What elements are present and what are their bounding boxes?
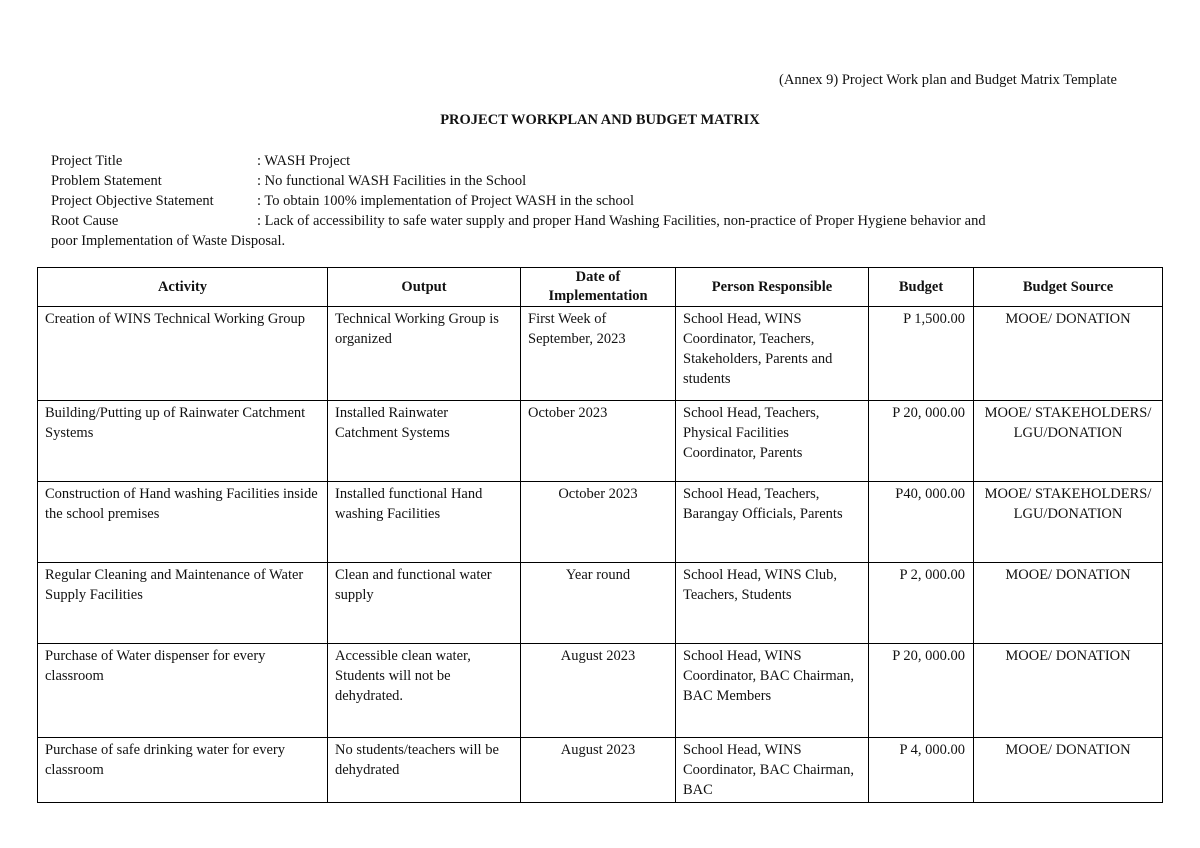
meta-root-cause bbox=[51, 211, 1131, 231]
table-row bbox=[38, 401, 1163, 482]
header-activity: Activity bbox=[38, 268, 328, 307]
cell-budget: P 2, 000.00 bbox=[869, 563, 974, 644]
meta-objective-statement bbox=[51, 191, 1131, 211]
meta-label: Project Objective Statement bbox=[51, 193, 214, 209]
cell-person: School Head, Teachers, Physical Facilities Coordinator, Parents bbox=[676, 401, 869, 482]
project-meta bbox=[51, 151, 1131, 251]
cell-date: October 2023 bbox=[521, 401, 676, 482]
cell-output: Installed functional Hand washing Facilities bbox=[328, 482, 521, 563]
cell-budget: P 20, 000.00 bbox=[869, 644, 974, 738]
cell-output: Clean and functional water supply bbox=[328, 563, 521, 644]
meta-label: Project Title bbox=[51, 153, 123, 169]
header-source: Budget Source bbox=[974, 268, 1163, 307]
cell-source: MOOE/ DONATION bbox=[974, 738, 1163, 803]
cell-budget: P 4, 000.00 bbox=[869, 738, 974, 803]
cell-source: MOOE/ DONATION bbox=[974, 644, 1163, 738]
header-date: Date of Implementation bbox=[521, 268, 676, 307]
annex-note: (Annex 9) Project Work plan and Budget Matrix Template bbox=[779, 72, 1117, 88]
cell-date: First Week of September, 2023 bbox=[521, 307, 676, 401]
cell-activity: Building/Putting up of Rainwater Catchment Systems bbox=[38, 401, 328, 482]
document-title: PROJECT WORKPLAN AND BUDGET MATRIX bbox=[440, 112, 760, 128]
meta-value: : WASH Project bbox=[257, 153, 351, 169]
cell-source: MOOE/ DONATION bbox=[974, 563, 1163, 644]
meta-problem-statement bbox=[51, 171, 1131, 191]
table-row bbox=[38, 482, 1163, 563]
meta-value: : To obtain 100% implementation of Project WASH in the school bbox=[257, 193, 635, 209]
header-person: Person Responsible bbox=[676, 268, 869, 307]
cell-output: Installed Rainwater Catchment Systems bbox=[328, 401, 521, 482]
cell-date: August 2023 bbox=[521, 738, 676, 803]
cell-source: MOOE/ STAKEHOLDERS/ LGU/DONATION bbox=[974, 482, 1163, 563]
meta-root-cause-continued: poor Implementation of Waste Disposal. bbox=[51, 233, 286, 249]
meta-label: Root Cause bbox=[51, 213, 119, 229]
cell-output: Technical Working Group is organized bbox=[328, 307, 521, 401]
cell-person: School Head, WINS Club, Teachers, Students bbox=[676, 563, 869, 644]
cell-budget: P40, 000.00 bbox=[869, 482, 974, 563]
header-budget: Budget bbox=[869, 268, 974, 307]
cell-person: School Head, WINS Coordinator, BAC Chairman, BAC Members bbox=[676, 644, 869, 738]
workplan-table bbox=[37, 267, 1163, 803]
table-row bbox=[38, 307, 1163, 401]
cell-source: MOOE/ STAKEHOLDERS/ LGU/DONATION bbox=[974, 401, 1163, 482]
cell-activity: Purchase of safe drinking water for every classroom bbox=[38, 738, 328, 803]
cell-date: Year round bbox=[521, 563, 676, 644]
cell-source: MOOE/ DONATION bbox=[974, 307, 1163, 401]
table-row bbox=[38, 644, 1163, 738]
table-header-row bbox=[38, 268, 1163, 307]
cell-budget: P 20, 000.00 bbox=[869, 401, 974, 482]
cell-person: School Head, Teachers, Barangay Officials, Parents bbox=[676, 482, 869, 563]
cell-person: School Head, WINS Coordinator, Teachers, Stakeholders, Parents and students bbox=[676, 307, 869, 401]
meta-label: Problem Statement bbox=[51, 173, 162, 189]
cell-activity: Construction of Hand washing Facilities inside the school premises bbox=[38, 482, 328, 563]
cell-person: School Head, WINS Coordinator, BAC Chairman, BAC bbox=[676, 738, 869, 803]
cell-activity: Purchase of Water dispenser for every classroom bbox=[38, 644, 328, 738]
meta-value: : Lack of accessibility to safe water supply and proper Hand Washing Facilities, non-practice of Proper Hygiene behavior and bbox=[257, 213, 986, 229]
cell-activity: Regular Cleaning and Maintenance of Water Supply Facilities bbox=[38, 563, 328, 644]
table-row bbox=[38, 738, 1163, 803]
cell-output: Accessible clean water, Students will not be dehydrated. bbox=[328, 644, 521, 738]
cell-date: October 2023 bbox=[521, 482, 676, 563]
meta-value: : No functional WASH Facilities in the School bbox=[257, 173, 527, 189]
meta-project-title bbox=[51, 151, 1131, 171]
cell-output: No students/teachers will be dehydrated bbox=[328, 738, 521, 803]
cell-budget: P 1,500.00 bbox=[869, 307, 974, 401]
cell-activity: Creation of WINS Technical Working Group bbox=[38, 307, 328, 401]
table-row bbox=[38, 563, 1163, 644]
cell-date: August 2023 bbox=[521, 644, 676, 738]
header-output: Output bbox=[328, 268, 521, 307]
